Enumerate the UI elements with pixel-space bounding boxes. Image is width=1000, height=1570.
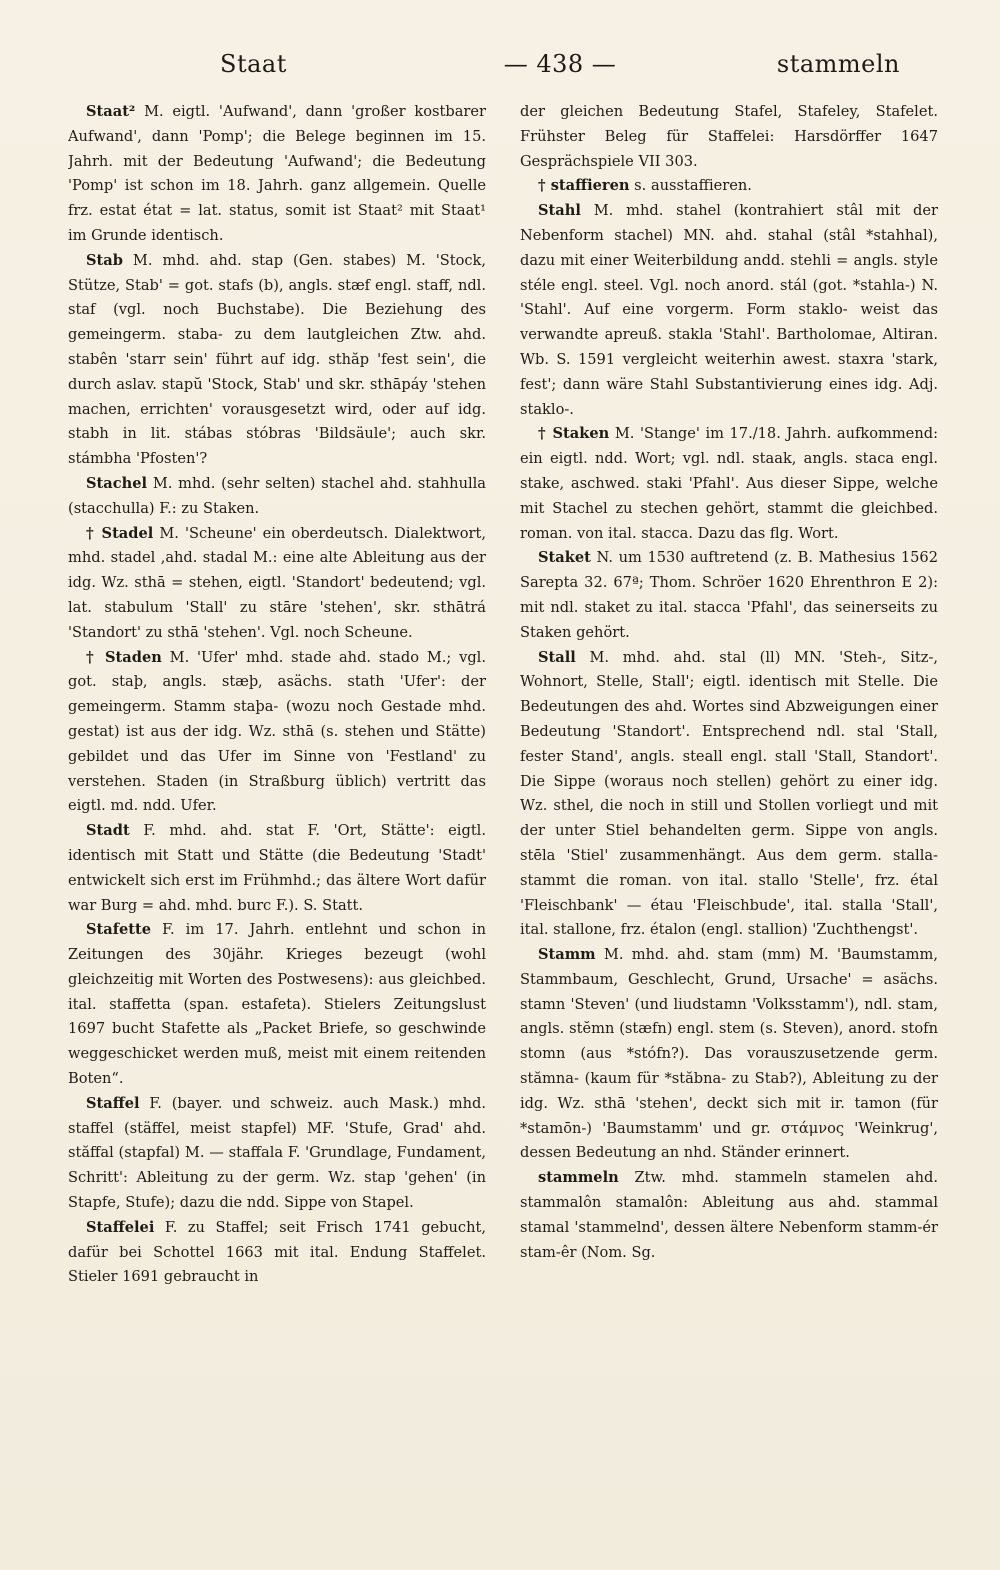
entry-text: M. mhd. stahel (kontrahiert stâl mit der Nebenform stachel) MN. ahd. stahal (stâl *stahhal), dazu mit einer Weiterbildung andd. stehli = angls. style stéle engl. steel. Vgl. noch anord. stál (got. *stahla-) N. 'Stahl'. Auf eine vorgerm. Form staklo- weist das verwandte apreuß. stakla 'Stahl'. Bartholomae, Altiran. Wb. S. 1591 vergleicht weiterhin awest. staxra 'stark, fest'; dann wäre Stahl Substantivierung eines idg. Adj. staklo-.	[520, 202, 938, 418]
entry-text: F. zu Staffel; seit Frisch 1741 gebucht, dafür bei Schottel 1663 mit ital. Endung Staffelet. Stieler 1691 gebraucht in	[68, 1218, 486, 1286]
dictionary-entry	[68, 819, 486, 918]
entry-headword: Staat²	[86, 103, 136, 120]
entry-text: Ztw. mhd. stammeln stamelen ahd. stammalôn stamalôn: Ableitung aus ahd. stammal stamal 'stammelnd', dessen ältere Nebenform stamm-ér stam-êr (Nom. Sg.	[520, 1169, 938, 1261]
entry-headword: Staffel	[86, 1094, 140, 1112]
entry-headword: Staffelei	[86, 1218, 155, 1236]
dictionary-entry	[520, 199, 938, 422]
dictionary-entry	[520, 1166, 938, 1265]
entry-text: M. eigtl. 'Aufwand', dann 'großer kostbarer Aufwand', dann 'Pomp'; die Belege beginnen im 15. Jahrh. mit der Bedeutung 'Aufwand'; die Bedeutung 'Pomp' ist schon im 18. Jahrh. ganz allgemein. Quelle frz. estat état = lat. status, somit ist Staat² mit Staat¹ im Grunde identisch.	[68, 103, 486, 244]
entry-headword: Stahl	[538, 202, 581, 220]
dictionary-entry	[68, 472, 486, 522]
dictionary-entry	[520, 646, 938, 944]
dictionary-entry	[520, 174, 938, 199]
entry-headword: Stab	[86, 251, 123, 269]
entry-headword: † Stadel	[86, 524, 154, 542]
entry-headword: Stafette	[86, 921, 152, 939]
entry-headword: Stall	[538, 648, 576, 666]
dictionary-entry	[520, 943, 938, 1166]
dictionary-entry	[68, 918, 486, 1092]
left-column	[68, 100, 486, 1540]
entry-text: M. 'Ufer' mhd. stade ahd. stado M.; vgl. got. staþ, angls. stæþ, asächs. stath 'Ufer': der gemeingerm. Stamm staþa- (wozu noch Gestade mhd. gestat) ist aus der idg. Wz. sthā (s. stehen und Stätte) gebildet und das Ufer im Sinne von 'Festland' zu verstehen. Staden (in Straßburg üblich) vertritt das eigtl. md. ndd. Ufer.	[68, 648, 486, 815]
entry-text: der gleichen Bedeutung Stafel, Stafeley, Stafelet. Frühster Beleg für Staffelei: Harsdörffer 1647 Gesprächspiele VII 303.	[520, 103, 938, 170]
dictionary-entry	[68, 249, 486, 472]
dictionary-entry	[68, 100, 486, 249]
page-header	[70, 44, 940, 84]
entry-text: N. um 1530 auftretend (z. B. Mathesius 1562 Sarepta 32. 67ª; Thom. Schröer 1620 Ehrenthron E 2): mit ndl. staket zu ital. stacca 'Pfahl', das seinerseits zu Staken gehört.	[520, 549, 938, 641]
dictionary-entry	[520, 546, 938, 645]
entry-text: M. mhd. ahd. stal (ll) MN. 'Steh-, Sitz-, Wohnort, Stelle, Stall'; eigtl. identisch mit Stelle. Die Bedeutungen des ahd. Wortes sind Abzweigungen einer Bedeutung 'Standort'. Entsprechend ndl. stal 'Stall, fester Stand', angls. steall engl. stall 'Stall, Standort'. Die Sippe (woraus noch stellen) gehört zu einer idg. Wz. sthel, die noch in still und Stollen vorliegt und mit der unter Stiel behandelten germ. Sippe von angls. stēla 'Stiel' zusammenhängt. Aus dem germ. stalla- stammt die roman. von ital. stallo 'Stelle', frz. étal 'Fleischbank' — étau 'Fleischbude', ital. stalla 'Stall', ital. stallone, frz. étalon (engl. stallion) 'Zuchthengst'.	[520, 648, 938, 939]
entry-text: s. ausstaffieren.	[634, 177, 752, 195]
entry-headword: † Staden	[86, 648, 162, 666]
entry-headword: stammeln	[538, 1169, 619, 1187]
entry-text: M. mhd. ahd. stap (Gen. stabes) M. 'Stock, Stütze, Stab' = got. stafs (b), angls. stæf engl. staff, ndl. staf (vgl. noch Buchstabe). Die Beziehung des gemeingerm. staba- zu dem lautgleichen Ztw. ahd. stabên 'starr sein' führt auf idg. sthăp 'fest sein', die durch aslav. stapŭ 'Stock, Stab' und skr. sthāpáy 'stehen machen, errichten' vorausgesetzt wird, oder auf idg. stabh in lit. stábas stóbras 'Bildsäule'; auch skr. stámbha 'Pfosten'?	[68, 251, 486, 468]
entry-text: M. 'Stange' im 17./18. Jahrh. aufkommend: ein eigtl. ndd. Wort; vgl. ndl. staak, angls. staca engl. stake, aschwed. staki 'Pfahl'. Aus dieser Sippe, welche mit Stachel zu stechen gehört, stammt die gleichbed. roman. von ital. stacca. Dazu das flg. Wort.	[520, 425, 938, 542]
entry-headword: † staffieren	[538, 177, 630, 195]
dictionary-entry	[520, 100, 938, 174]
entry-text: M. 'Scheune' ein oberdeutsch. Dialektwort, mhd. stadel ,ahd. stadal M.: eine alte Ableitung aus der idg. Wz. sthā = stehen, eigtl. 'Standort' bedeutend; vgl. lat. stabulum 'Stall' zu stāre 'stehen', skr. sthātrá 'Standort' zu sthā 'stehen'. Vgl. noch Scheune.	[68, 524, 486, 641]
entry-text: M. mhd. ahd. stam (mm) M. 'Baumstamm, Stammbaum, Geschlecht, Grund, Ursache' = asächs. stamn 'Steven' (und liudstamn 'Volksstamm'), ndl. stam, angls. stĕmn (stæfn) engl. stem (s. Steven), anord. stofn stomn (aus *stófn?). Das vorauszusetzende germ. stămna- (kaum für *stăbna- zu Stab?), Ableitung zu der idg. Wz. sthā 'stehen', deckt sich mit ir. tamon (für *stamōn-) 'Baumstamm' und gr. στάμνος 'Weinkrug', dessen Bedeutung an nhd. Ständer erinnert.	[520, 946, 938, 1162]
entry-text: F. (bayer. und schweiz. auch Mask.) mhd. staffel (stäffel, meist stapfel) MF. 'Stufe, Grad' ahd. stăffal (stapfal) M. — staffala F. 'Grundlage, Fundament, Schritt': Ableitung zu der germ. Wz. stap 'gehen' (in Stapfe, Stufe); dazu die ndd. Sippe von Stapel.	[68, 1094, 486, 1212]
dictionary-entry	[68, 522, 486, 646]
entry-text: F. mhd. ahd. stat F. 'Ort, Stätte': eigtl. identisch mit Statt und Stätte (die Bedeutung 'Stadt' entwickelt sich erst im Frühmhd.; das ältere Wort dafür war Burg = ahd. mhd. burc F.). S. Statt.	[68, 822, 486, 914]
entry-headword: † Staken	[538, 425, 610, 443]
entry-headword: Stachel	[86, 474, 148, 492]
dictionary-entry	[68, 1216, 486, 1290]
entry-text: F. im 17. Jahrh. entlehnt und schon in Zeitungen des 30jähr. Krieges bezeugt (wohl gleichzeitig mit Worten des Postwesens): aus gleichbed. ital. staffetta (span. estafeta). Stielers Zeitungslust 1697 bucht Stafette als „Packet Briefe, so geschwinde weggeschicket werden muß, meist mit einem reitenden Boten“.	[68, 921, 486, 1088]
text-columns	[68, 100, 938, 1540]
dictionary-entry	[68, 646, 486, 820]
dictionary-entry	[520, 422, 938, 546]
right-column	[520, 100, 938, 1540]
entry-text: M. mhd. (sehr selten) stachel ahd. stahhulla (stacchulla) F.: zu Staken.	[68, 474, 486, 517]
entry-headword: Staket	[538, 549, 591, 567]
page-number: — 438 —	[503, 50, 617, 78]
dictionary-entry	[68, 1092, 486, 1216]
header-last-entry: stammeln	[776, 50, 900, 78]
header-first-entry: Staat	[220, 50, 287, 78]
entry-headword: Stadt	[86, 822, 130, 840]
entry-headword: Stamm	[538, 946, 596, 964]
